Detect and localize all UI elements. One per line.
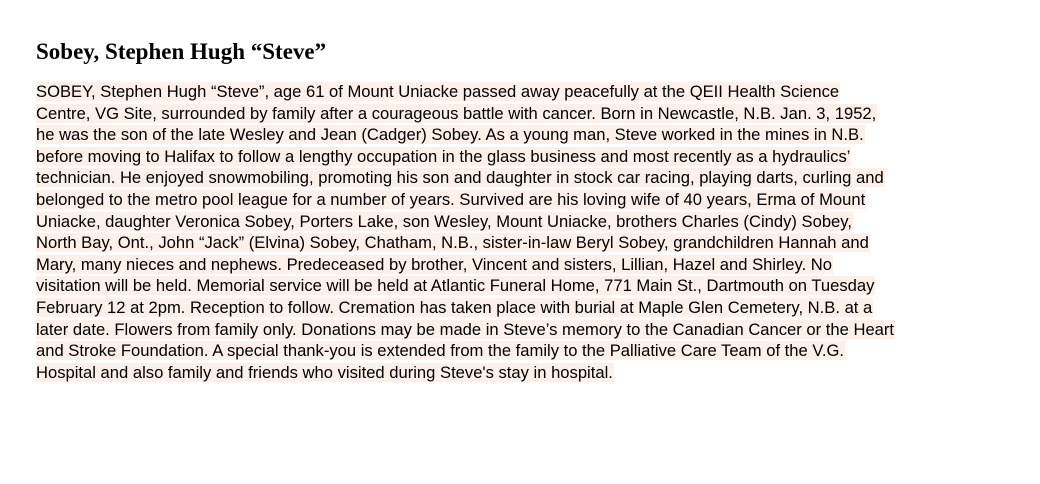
body-line-1 <box>36 81 895 103</box>
body-line-12 <box>36 319 895 341</box>
body-line-text: SOBEY, Stephen Hugh “Steve”, age 61 of Mount Uniacke passed away peacefully at the QEII Health Science <box>36 82 840 101</box>
body-line-8 <box>36 232 895 254</box>
obituary-title: Sobey, Stephen Hugh “Steve” <box>36 39 327 64</box>
body-line-text: belonged to the metro pool league for a number of years. Survived are his loving wife of 40 years, Erma of Mount <box>36 189 866 209</box>
body-line-3 <box>36 124 895 146</box>
body-line-text: technician. He enjoyed snowmobiling, promoting his son and daughter in stock car racing, playing darts, curling and <box>36 168 884 188</box>
body-line-10 <box>36 275 895 297</box>
body-line-13 <box>36 340 895 362</box>
body-line-text: Mary, many nieces and nephews. Predeceased by brother, Vincent and sisters, Lillian, Hazel and Shirley. No <box>36 254 833 274</box>
body-line-6 <box>36 189 895 211</box>
body-line-text: Hospital and also family and friends who visited during Steve's stay in hospital. <box>36 362 613 382</box>
body-line-text: February 12 at 2pm. Reception to follow. Cremation has taken place with burial at Maple Glen Cemetery, N.B. at a <box>36 297 873 317</box>
body-line-text: North Bay, Ont., John “Jack” (Elvina) Sobey, Chatham, N.B., sister-in-law Beryl Sobey, grandchildren Hannah and <box>36 233 869 253</box>
body-line-text: and Stroke Foundation. A special thank-you is extended from the family to the Palliative Care Team of the V.G. <box>36 341 845 361</box>
body-line-text: visitation will be held. Memorial service will be held at Atlantic Funeral Home, 771 Main St., Dartmouth on Tuesday <box>36 276 875 296</box>
body-line-text: Uniacke, daughter Veronica Sobey, Porters Lake, son Wesley, Mount Uniacke, brothers Charles (Cindy) Sobey, <box>36 211 852 231</box>
body-line-14 <box>36 362 895 384</box>
body-line-text: he was the son of the late Wesley and Jean (Cadger) Sobey. As a young man, Steve worked in the mines in N.B. <box>36 125 864 145</box>
body-line-2 <box>36 103 895 125</box>
body-line-5 <box>36 167 895 189</box>
body-line-7 <box>36 211 895 233</box>
body-line-text: Centre, VG Site, surrounded by family after a courageous battle with cancer. Born in Newcastle, N.B. Jan. 3, 1952, <box>36 103 877 123</box>
body-line-text: before moving to Halifax to follow a lengthy occupation in the glass business and most recently as a hydraulics’ <box>36 146 851 166</box>
body-line-text: later date. Flowers from family only. Donations may be made in Steve’s memory to the Canadian Cancer or the Heart <box>36 319 895 339</box>
body-line-4 <box>36 146 895 168</box>
body-line-11 <box>36 297 895 319</box>
obituary-body <box>36 81 895 383</box>
body-line-9 <box>36 254 895 276</box>
